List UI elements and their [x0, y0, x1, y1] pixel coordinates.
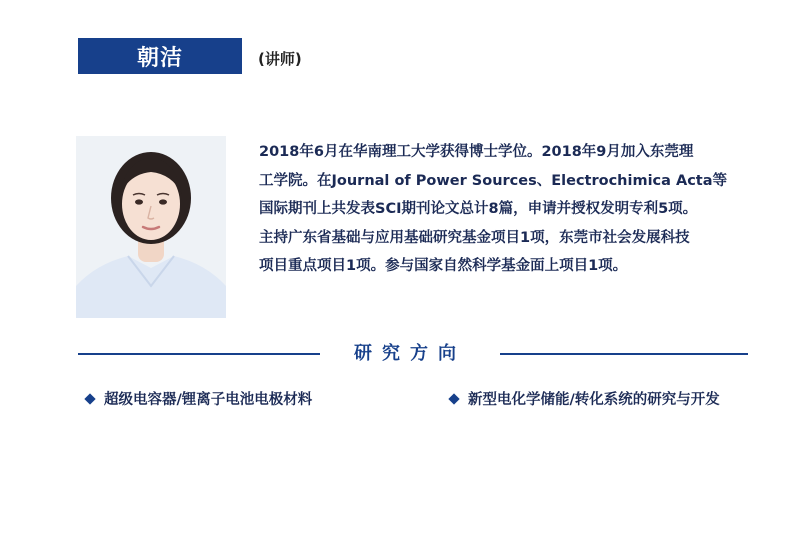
- portrait-illustration: [76, 136, 226, 318]
- diamond-bullet-icon: [84, 393, 95, 404]
- bio-line: 2018年6月在华南理工大学获得博士学位。2018年9月加入东莞理: [259, 144, 694, 160]
- bio-paragraph: [259, 138, 759, 281]
- section-divider-right: [500, 353, 748, 355]
- research-item: [86, 388, 312, 409]
- portrait-photo: [76, 136, 226, 318]
- person-name: 朝洁: [136, 45, 183, 71]
- section-divider-left: [78, 353, 320, 355]
- diamond-bullet-icon: [448, 393, 459, 404]
- bio-line: 项目重点项目1项。参与国家自然科学基金面上项目1项。: [259, 258, 628, 274]
- name-banner: [78, 38, 242, 74]
- research-item: [450, 388, 720, 409]
- research-heading: 研究方向: [354, 343, 466, 364]
- research-item-label: 超级电容器/锂离子电池电极材料: [104, 392, 313, 408]
- academic-title: (讲师): [258, 50, 302, 68]
- research-item-label: 新型电化学储能/转化系统的研究与开发: [468, 392, 720, 408]
- bio-line: 国际期刊上共发表SCI期刊论文总计8篇，申请并授权发明专利5项。: [259, 201, 698, 217]
- bio-line: 工学院。在Journal of Power Sources、Electrochimica Acta等: [259, 172, 728, 189]
- bio-line: 主持广东省基础与应用基础研究基金项目1项，东莞市社会发展科技: [259, 229, 690, 246]
